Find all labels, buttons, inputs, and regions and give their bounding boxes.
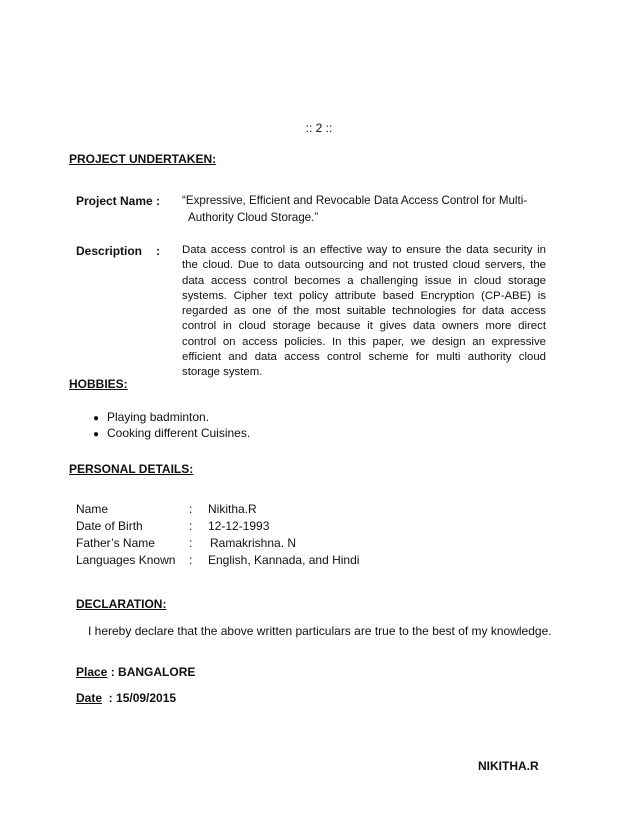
hobby-item [93,426,250,440]
place-line [76,665,195,679]
date-separator: : [102,691,117,705]
dob-colon: : [189,519,193,533]
project-name-label: Project Name [76,194,153,208]
name-label: Name [76,502,109,516]
description-colon: : [156,244,160,258]
hobby-item [93,410,209,424]
hobby-text: Playing badminton. [107,410,210,424]
project-name-value-line2: Authority Cloud Storage.” [188,211,319,224]
declaration-text: I hereby declare that the above written particulars are true to the best of my knowledge. [88,624,552,638]
place-separator: : [107,665,119,679]
page-number: :: 2 :: [305,121,333,135]
languages-colon: : [189,553,193,567]
personal-details-heading: PERSONAL DETAILS: [69,462,194,476]
bullet-icon: ● [93,413,100,424]
father-name-value: Ramakrishna. N [210,536,297,550]
name-colon: : [189,502,193,516]
signature: NIKITHA.R [478,759,539,773]
languages-value: English, Kannada, and Hindi [208,553,360,567]
languages-label: Languages Known [76,553,176,567]
father-name-colon: : [189,536,193,550]
dob-value: 12-12-1993 [208,519,270,533]
description-text: Data access control is an effective way to ensure the data security in the cloud. Due to data outsourcing and not trusted cloud servers, the data access control becomes a challenging issue in cloud storage systems. Cipher text policy attribute based Encryption (CP-ABE) is regarded as one of the most suitable technologies for data access control in cloud storage because it gives data owners more direct control on access policies. In this paper, we design an expressive efficient and data access control scheme for multi authority cloud storage system. [182,244,546,379]
father-name-label: Father’s Name [76,536,155,550]
declaration-heading: DECLARATION: [76,597,167,611]
bullet-icon: ● [93,429,100,440]
place-value: BANGALORE [118,665,196,679]
place-label: Place [76,665,108,679]
project-undertaken-heading: PROJECT UNDERTAKEN: [69,152,217,166]
date-label: Date [76,691,103,705]
description-label: Description [76,244,143,258]
date-value: 15/09/2015 [116,691,177,705]
project-name-colon: : [156,194,160,208]
hobbies-heading: HOBBIES: [69,377,128,391]
name-value: Nikitha.R [208,502,257,516]
dob-label: Date of Birth [76,519,143,533]
project-name-value-line1: “Expressive, Efficient and Revocable Data Access Control for Multi- [182,194,528,207]
hobby-text: Cooking different Cuisines. [107,426,251,440]
date-line [76,691,176,705]
